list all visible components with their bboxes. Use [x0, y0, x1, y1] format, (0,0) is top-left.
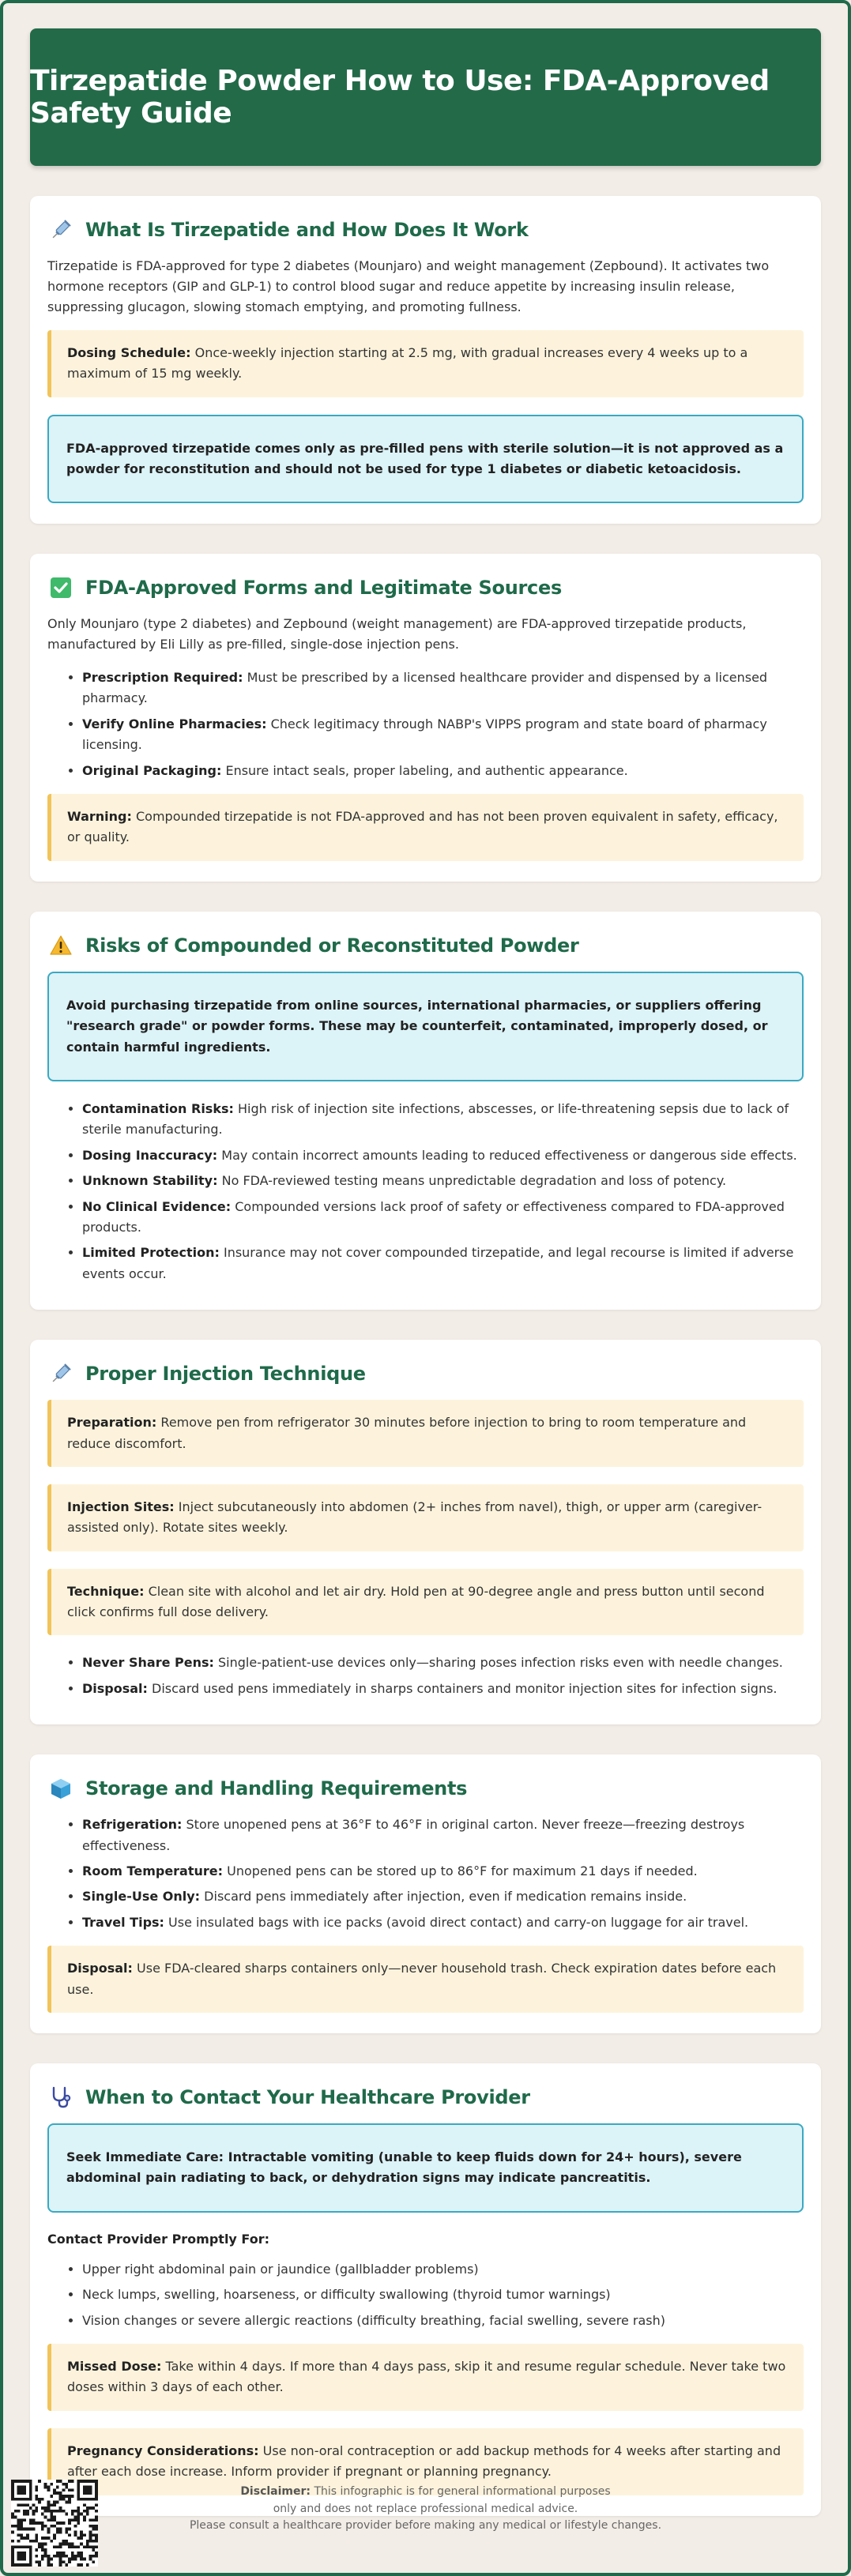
note-label: Dosing Schedule:	[67, 344, 191, 360]
checkmark-icon	[47, 574, 74, 601]
list-item: • Disposal: Discard used pens immediately in sharps containers and monitor injection sites for infection signs.	[82, 1679, 804, 1699]
list-item: • Prescription Required: Must be prescribed by a licensed healthcare provider and dispensed by a licensed pharmacy.	[82, 668, 804, 709]
note-text: Once-weekly injection starting at 2.5 mg, with gradual increases every 4 weeks up to a maximum of 15 mg weekly.	[67, 344, 748, 382]
risks-list	[47, 1099, 804, 1284]
list-item: • Limited Protection: Insurance may not cover compounded tirzepatide, and legal recourse is limited if adverse events occur.	[82, 1243, 804, 1284]
section-contact	[30, 2063, 821, 2516]
list-item: • Room Temperature: Unopened pens can be stored up to 86°F for maximum 21 days if needed.	[82, 1861, 804, 1882]
syringe-icon	[47, 1360, 74, 1387]
dosing-note	[47, 330, 804, 397]
technique-note: Technique: Clean site with alcohol and let air dry. Hold pen at 90-degree angle and press button until second click confirms full dose delivery.	[47, 1569, 804, 1636]
storage-list	[47, 1814, 804, 1933]
section-forms	[30, 554, 821, 882]
footer	[3, 2462, 848, 2573]
list-item: • Vision changes or severe allergic reactions (difficulty breathing, facial swelling, severe rash)	[82, 2311, 804, 2331]
injection-list	[47, 1653, 804, 1699]
disclaimer: Disclaimer: This infographic is for general informational purposes only and does not replace professional medical advice. Please consult a healthcare provider before making any medical or lifestyle changes.	[189, 2484, 662, 2533]
list-item: • No Clinical Evidence: Compounded versions lack proof of safety or effectiveness compared to FDA-approved products.	[82, 1197, 804, 1239]
section-injection	[30, 1340, 821, 1724]
syringe-icon	[47, 216, 74, 243]
contact-subhead: Contact Provider Promptly For:	[47, 2231, 269, 2247]
list-item: • Never Share Pens: Single-patient-use devices only—sharing poses infection risks even with needle changes.	[82, 1653, 804, 1673]
section-intro: Tirzepatide is FDA-approved for type 2 diabetes (Mounjaro) and weight management (Zepbound). It activates two hormone receptors (GIP and GLP-1) to control blood sugar and reduce appetite by increasing insulin release, suppressing glucagon, slowing stomach emptying, and promoting fullness.	[47, 258, 770, 314]
list-item: • Verify Online Pharmacies: Check legitimacy through NABP's VIPPS program and state board of pharmacy licensing.	[82, 714, 804, 756]
page-title: Tirzepatide Powder How to Use: FDA-Approved Safety Guide	[30, 65, 770, 130]
list-item: • Refrigeration: Store unopened pens at 36°F to 46°F in original carton. Never freeze—freezing destroys effectiveness.	[82, 1814, 804, 1856]
contact-list	[47, 2259, 804, 2331]
cube-icon	[47, 1775, 74, 1802]
warning-note	[47, 794, 804, 861]
section-what-is	[30, 196, 821, 524]
warning-icon	[47, 932, 74, 959]
avoid-alert: Avoid purchasing tirzepatide from online sources, international pharmacies, or suppliers offering "research grade" or powder forms. These may be counterfeit, contaminated, improperly dosed, or contain harmful ingredients.	[47, 972, 804, 1081]
section-heading: Proper Injection Technique	[85, 1363, 366, 1386]
section-heading: FDA-Approved Forms and Legitimate Sources	[85, 577, 562, 600]
section-risks	[30, 912, 821, 1310]
note-text: Compounded tirzepatide is not FDA-approved and has not been proven equivalent in safety, efficacy, or quality.	[67, 809, 778, 845]
list-item: • Neck lumps, swelling, hoarseness, or difficulty swallowing (thyroid tumor warnings)	[82, 2285, 804, 2305]
list-item: • Upper right abdominal pain or jaundice (gallbladder problems)	[82, 2259, 804, 2280]
section-storage	[30, 1754, 821, 2033]
list-item: • Dosing Inaccuracy: May contain incorrect amounts leading to reduced effectiveness or dangerous side effects.	[82, 1145, 804, 1166]
immediate-care-alert: Seek Immediate Care: Intractable vomiting (unable to keep fluids down for 24+ hours), severe abdominal pain radiating to back, or dehydration signs may indicate pancreatitis.	[47, 2123, 804, 2213]
disposal-note: Disposal: Use FDA-cleared sharps containers only—never household trash. Check expiration dates before each use.	[47, 1946, 804, 2013]
list-item: • Single-Use Only: Discard pens immediately after injection, even if medication remains inside.	[82, 1886, 804, 1907]
list-item: • Travel Tips: Use insulated bags with ice packs (avoid direct contact) and carry-on luggage for air travel.	[82, 1912, 804, 1933]
list-item: • Original Packaging: Ensure intact seals, proper labeling, and authentic appearance.	[82, 761, 804, 781]
stethoscope-icon	[47, 2084, 74, 2111]
section-heading: When to Contact Your Healthcare Provider	[85, 2085, 530, 2108]
injection-sites-note: Injection Sites: Inject subcutaneously into abdomen (2+ inches from navel), thigh, or upper arm (caregiver-assisted only). Rotate sites weekly.	[47, 1484, 804, 1551]
note-label: Warning:	[67, 809, 132, 825]
section-heading: What Is Tirzepatide and How Does It Work	[85, 219, 529, 241]
section-intro: Only Mounjaro (type 2 diabetes) and Zepbound (weight management) are FDA-approved tirzepatide products, manufactured by Eli Lilly as pre-filled, single-dose injection pens.	[47, 616, 747, 652]
pregnancy-note: Pregnancy Considerations: Use non-oral contraception or add backup methods for 4 weeks after starting and after each dose increase. Inform provider if pregnant or planning pregnancy.	[47, 2428, 804, 2495]
section-heading: Storage and Handling Requirements	[85, 1777, 468, 1800]
missed-dose-note: Missed Dose: Take within 4 days. If more than 4 days pass, skip it and resume regular schedule. Never take two doses within 3 days of each other.	[47, 2344, 804, 2411]
preparation-note: Preparation: Remove pen from refrigerator 30 minutes before injection to bring to room temperature and reduce discomfort.	[47, 1400, 804, 1467]
list-item: • Contamination Risks: High risk of injection site infections, abscesses, or life-threatening sepsis due to lack of sterile manufacturing.	[82, 1099, 804, 1141]
title-banner	[30, 28, 821, 166]
section-heading: Risks of Compounded or Reconstituted Powder	[85, 934, 579, 957]
requirements-list	[47, 668, 804, 781]
fda-alert: FDA-approved tirzepatide comes only as pre-filled pens with sterile solution—it is not approved as a powder for reconstitution and should not be used for type 1 diabetes or diabetic ketoacidosis.	[47, 415, 804, 504]
list-item: • Unknown Stability: No FDA-reviewed testing means unpredictable degradation and loss of potency.	[82, 1171, 804, 1191]
